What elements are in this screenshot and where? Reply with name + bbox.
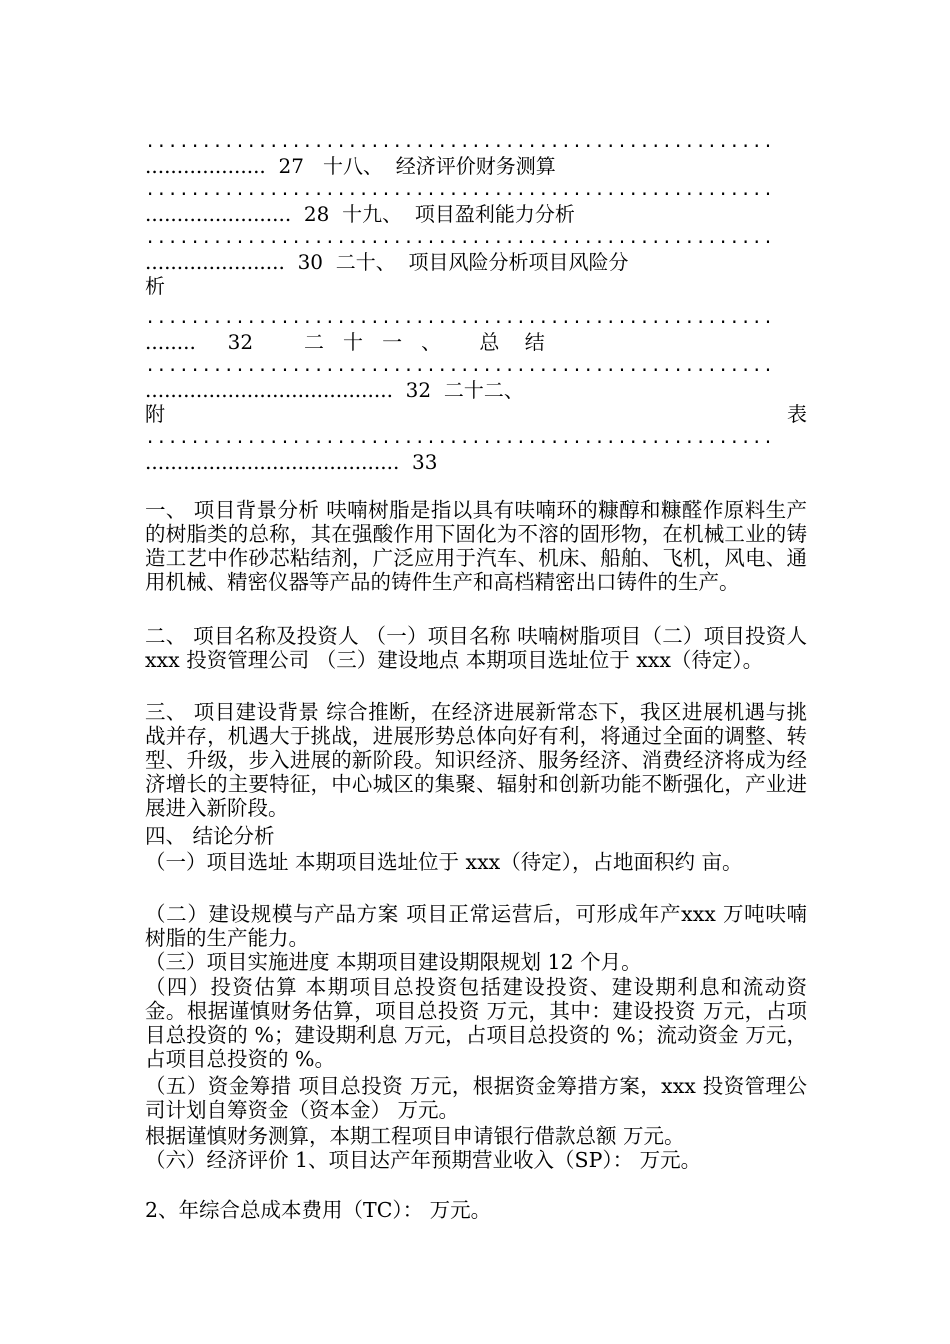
paragraph-background: 一、 项目背景分析 呋喃树脂是指以具有呋喃环的糠醇和糠醛作原料生产的树脂类的总称，其在强酸作用下固化为不溶的固形物，在机械工业的铸造工艺中作砂芯粘结剂，广泛应用于汽车、机床、船舶、飞机，风电、通用机械、精密仪器等产品的铸件生产和高档精密出口铸件的生产。 — [145, 498, 807, 594]
toc-line-left: 附 — [145, 402, 165, 426]
paragraph-project-name: 二、 项目名称及投资人 （一）项目名称 呋喃树脂项目（二）项目投资人 xxx 投资管理公司 （三）建设地点 本期项目选址位于 xxx（待定）。 — [145, 624, 807, 672]
toc-line: 析 — [145, 274, 165, 298]
toc-line: ........................................ 33 — [145, 450, 438, 474]
paragraph-schedule: （三）项目实施进度 本期项目建设期限规划 12 个月。 — [145, 950, 642, 974]
toc-line: ....................................... 32 二十二、 — [145, 378, 524, 402]
toc-line: ........................................................ — [145, 132, 775, 152]
paragraph-site: （一）项目选址 本期项目选址位于 xxx（待定），占地面积约 亩。 — [145, 850, 743, 874]
toc-line-right: 表 — [787, 402, 807, 426]
toc-line: ................... 27 十八、 经济评价财务测算 — [145, 154, 556, 178]
paragraph-total-cost: 2、年综合总成本费用（TC）： 万元。 — [145, 1198, 492, 1222]
toc-line: ....................... 28 十九、 项目盈利能力分析 — [145, 202, 575, 226]
toc-line: ........................................................ — [145, 428, 775, 448]
toc-line: ...................... 30 二十、 项目风险分析项目风险分 — [145, 250, 629, 274]
paragraph-funding: （五）资金筹措 项目总投资 万元，根据资金筹措方案，xxx 投资管理公司计划自筹资金（资本金） 万元。 — [145, 1074, 807, 1122]
toc-line: ........ 32 二 十 一 、 总 结 — [145, 330, 545, 354]
paragraph-economic-evaluation: （六）经济评价 1、项目达产年预期营业收入（SP）： 万元。 — [145, 1148, 702, 1172]
paragraph-construction-background: 三、 项目建设背景 综合推断，在经济进展新常态下，我区进展机遇与挑战并存，机遇大于挑战，进展形势总体向好有利，将通过全面的调整、转型、升级，步入进展的新阶段。知识经济、服务经济、消费经济将成为经济增长的主要特征，中心城区的集聚、辐射和创新功能不断强化，产业进展进入新阶段。 — [145, 700, 807, 820]
paragraph-bank-loan: 根据谨慎财务测算，本期工程项目申请银行借款总额 万元。 — [145, 1124, 685, 1148]
toc-line: ........................................................ — [145, 308, 775, 328]
paragraph-investment: （四）投资估算 本期项目总投资包括建设投资、建设期利息和流动资金。根据谨慎财务估算，项目总投资 万元，其中：建设投资 万元，占项目总投资的 %；建设期利息 万元，占项目总投资的 %；流动资金 万元，占项目总投资的 %。 — [145, 975, 807, 1071]
paragraph-scale: （二）建设规模与产品方案 项目正常运营后，可形成年产xxx 万吨呋喃树脂的生产能力。 — [145, 902, 807, 950]
toc-line — [145, 402, 807, 426]
toc-line: ........................................................ — [145, 356, 775, 376]
section-heading-conclusion: 四、 结论分析 — [145, 824, 275, 848]
toc-line: ........................................................ — [145, 228, 775, 248]
toc-line: ........................................................ — [145, 180, 775, 200]
